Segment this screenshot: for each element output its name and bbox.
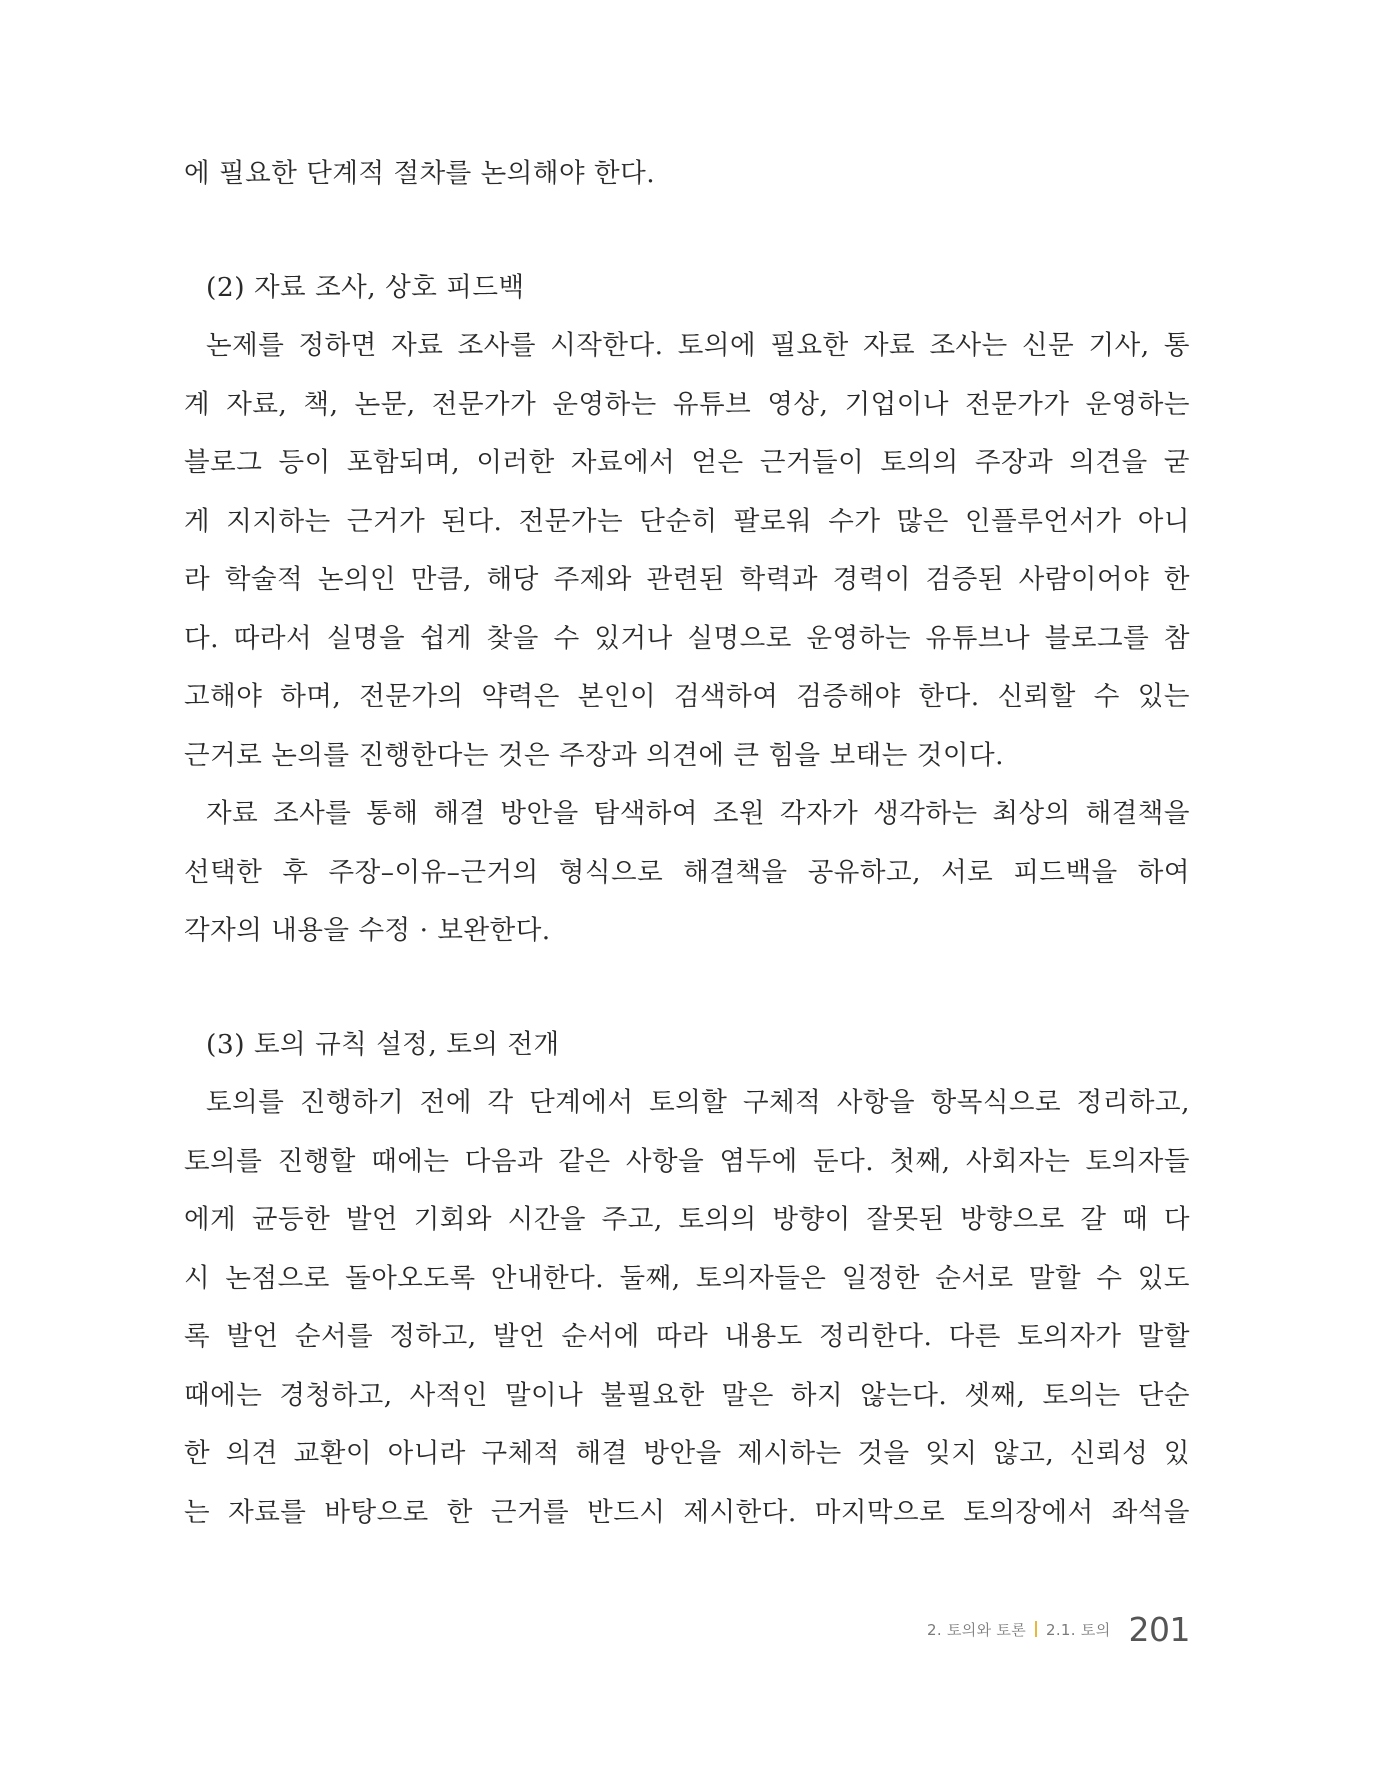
body-line: 록 발언 순서를 정하고, 발언 순서에 따라 내용도 정리한다. 다른 토의자가 말할 bbox=[184, 1321, 1190, 1352]
body-line: 다. 따라서 실명을 쉽게 찾을 수 있거나 실명으로 운영하는 유튜브나 블로그를 참 bbox=[184, 622, 1190, 654]
body-line: 선택한 후 주장–이유–근거의 형식으로 해결책을 공유하고, 서로 피드백을 하여 bbox=[184, 856, 1190, 888]
footer-chapter: 2. 토의와 토론 bbox=[927, 1620, 1027, 1639]
section-heading-2: (2) 자료 조사, 상호 피드백 bbox=[206, 271, 525, 303]
body-line: 토의를 진행할 때에는 다음과 같은 사항을 염두에 둔다. 첫째, 사회자는 토의자들 bbox=[184, 1145, 1190, 1177]
body-line: 게 지지하는 근거가 된다. 전문가는 단순히 팔로워 수가 많은 인플루언서가 아니 bbox=[184, 505, 1190, 537]
body-line: 라 학술적 논의인 만큼, 해당 주제와 관련된 학력과 경력이 검증된 사람이어야 한 bbox=[184, 564, 1190, 595]
body-line: 계 자료, 책, 논문, 전문가가 운영하는 유튜브 영상, 기업이나 전문가가 운영하는 bbox=[184, 388, 1190, 420]
section-heading-3: (3) 토의 규칙 설정, 토의 전개 bbox=[206, 1028, 560, 1060]
paragraph bbox=[184, 1074, 1190, 1542]
body-line: 시 논점으로 돌아오도록 안내한다. 둘째, 토의자들은 일정한 순서로 말할 수 있도 bbox=[184, 1262, 1190, 1294]
body-line: 한 의견 교환이 아니라 구체적 해결 방안을 제시하는 것을 잊지 않고, 신뢰성 있 bbox=[184, 1438, 1190, 1469]
body-line: 에게 균등한 발언 기회와 시간을 주고, 토의의 방향이 잘못된 방향으로 갈 때 다 bbox=[184, 1204, 1190, 1235]
body-line: 자료 조사를 통해 해결 방안을 탐색하여 조원 각자가 생각하는 최상의 해결책을 bbox=[206, 798, 1190, 829]
footer-section: 2.1. 토의 bbox=[1046, 1620, 1111, 1639]
body-line: 논제를 정하면 자료 조사를 시작한다. 토의에 필요한 자료 조사는 신문 기사, 통 bbox=[206, 330, 1190, 361]
body-line: 블로그 등이 포함되며, 이러한 자료에서 얻은 근거들이 토의의 주장과 의견을 굳 bbox=[184, 447, 1190, 478]
body-line: 에 필요한 단계적 절차를 논의해야 한다. bbox=[184, 158, 656, 189]
footer-separator bbox=[1035, 1621, 1037, 1637]
page-footer bbox=[927, 1604, 1190, 1654]
paragraph bbox=[184, 785, 1190, 961]
body-line: 토의를 진행하기 전에 각 단계에서 토의할 구체적 사항을 항목식으로 정리하고, bbox=[206, 1087, 1190, 1118]
body-line: 때에는 경청하고, 사적인 말이나 불필요한 말은 하지 않는다. 셋째, 토의는 단순 bbox=[184, 1379, 1190, 1411]
body-line: 는 자료를 바탕으로 한 근거를 반드시 제시한다. 마지막으로 토의장에서 좌석을 bbox=[184, 1496, 1190, 1528]
page-number: 201 bbox=[1128, 1609, 1190, 1649]
body-line: 고해야 하며, 전문가의 약력은 본인이 검색하여 검증해야 한다. 신뢰할 수 있는 bbox=[184, 681, 1190, 712]
page-body bbox=[184, 145, 1190, 1542]
section-gap bbox=[184, 204, 1190, 259]
section-gap bbox=[184, 961, 1190, 1016]
body-line: 근거로 논의를 진행한다는 것은 주장과 의견에 큰 힘을 보태는 것이다. bbox=[184, 739, 1005, 771]
paragraph bbox=[184, 317, 1190, 785]
body-line: 각자의 내용을 수정 · 보완한다. bbox=[184, 915, 551, 946]
